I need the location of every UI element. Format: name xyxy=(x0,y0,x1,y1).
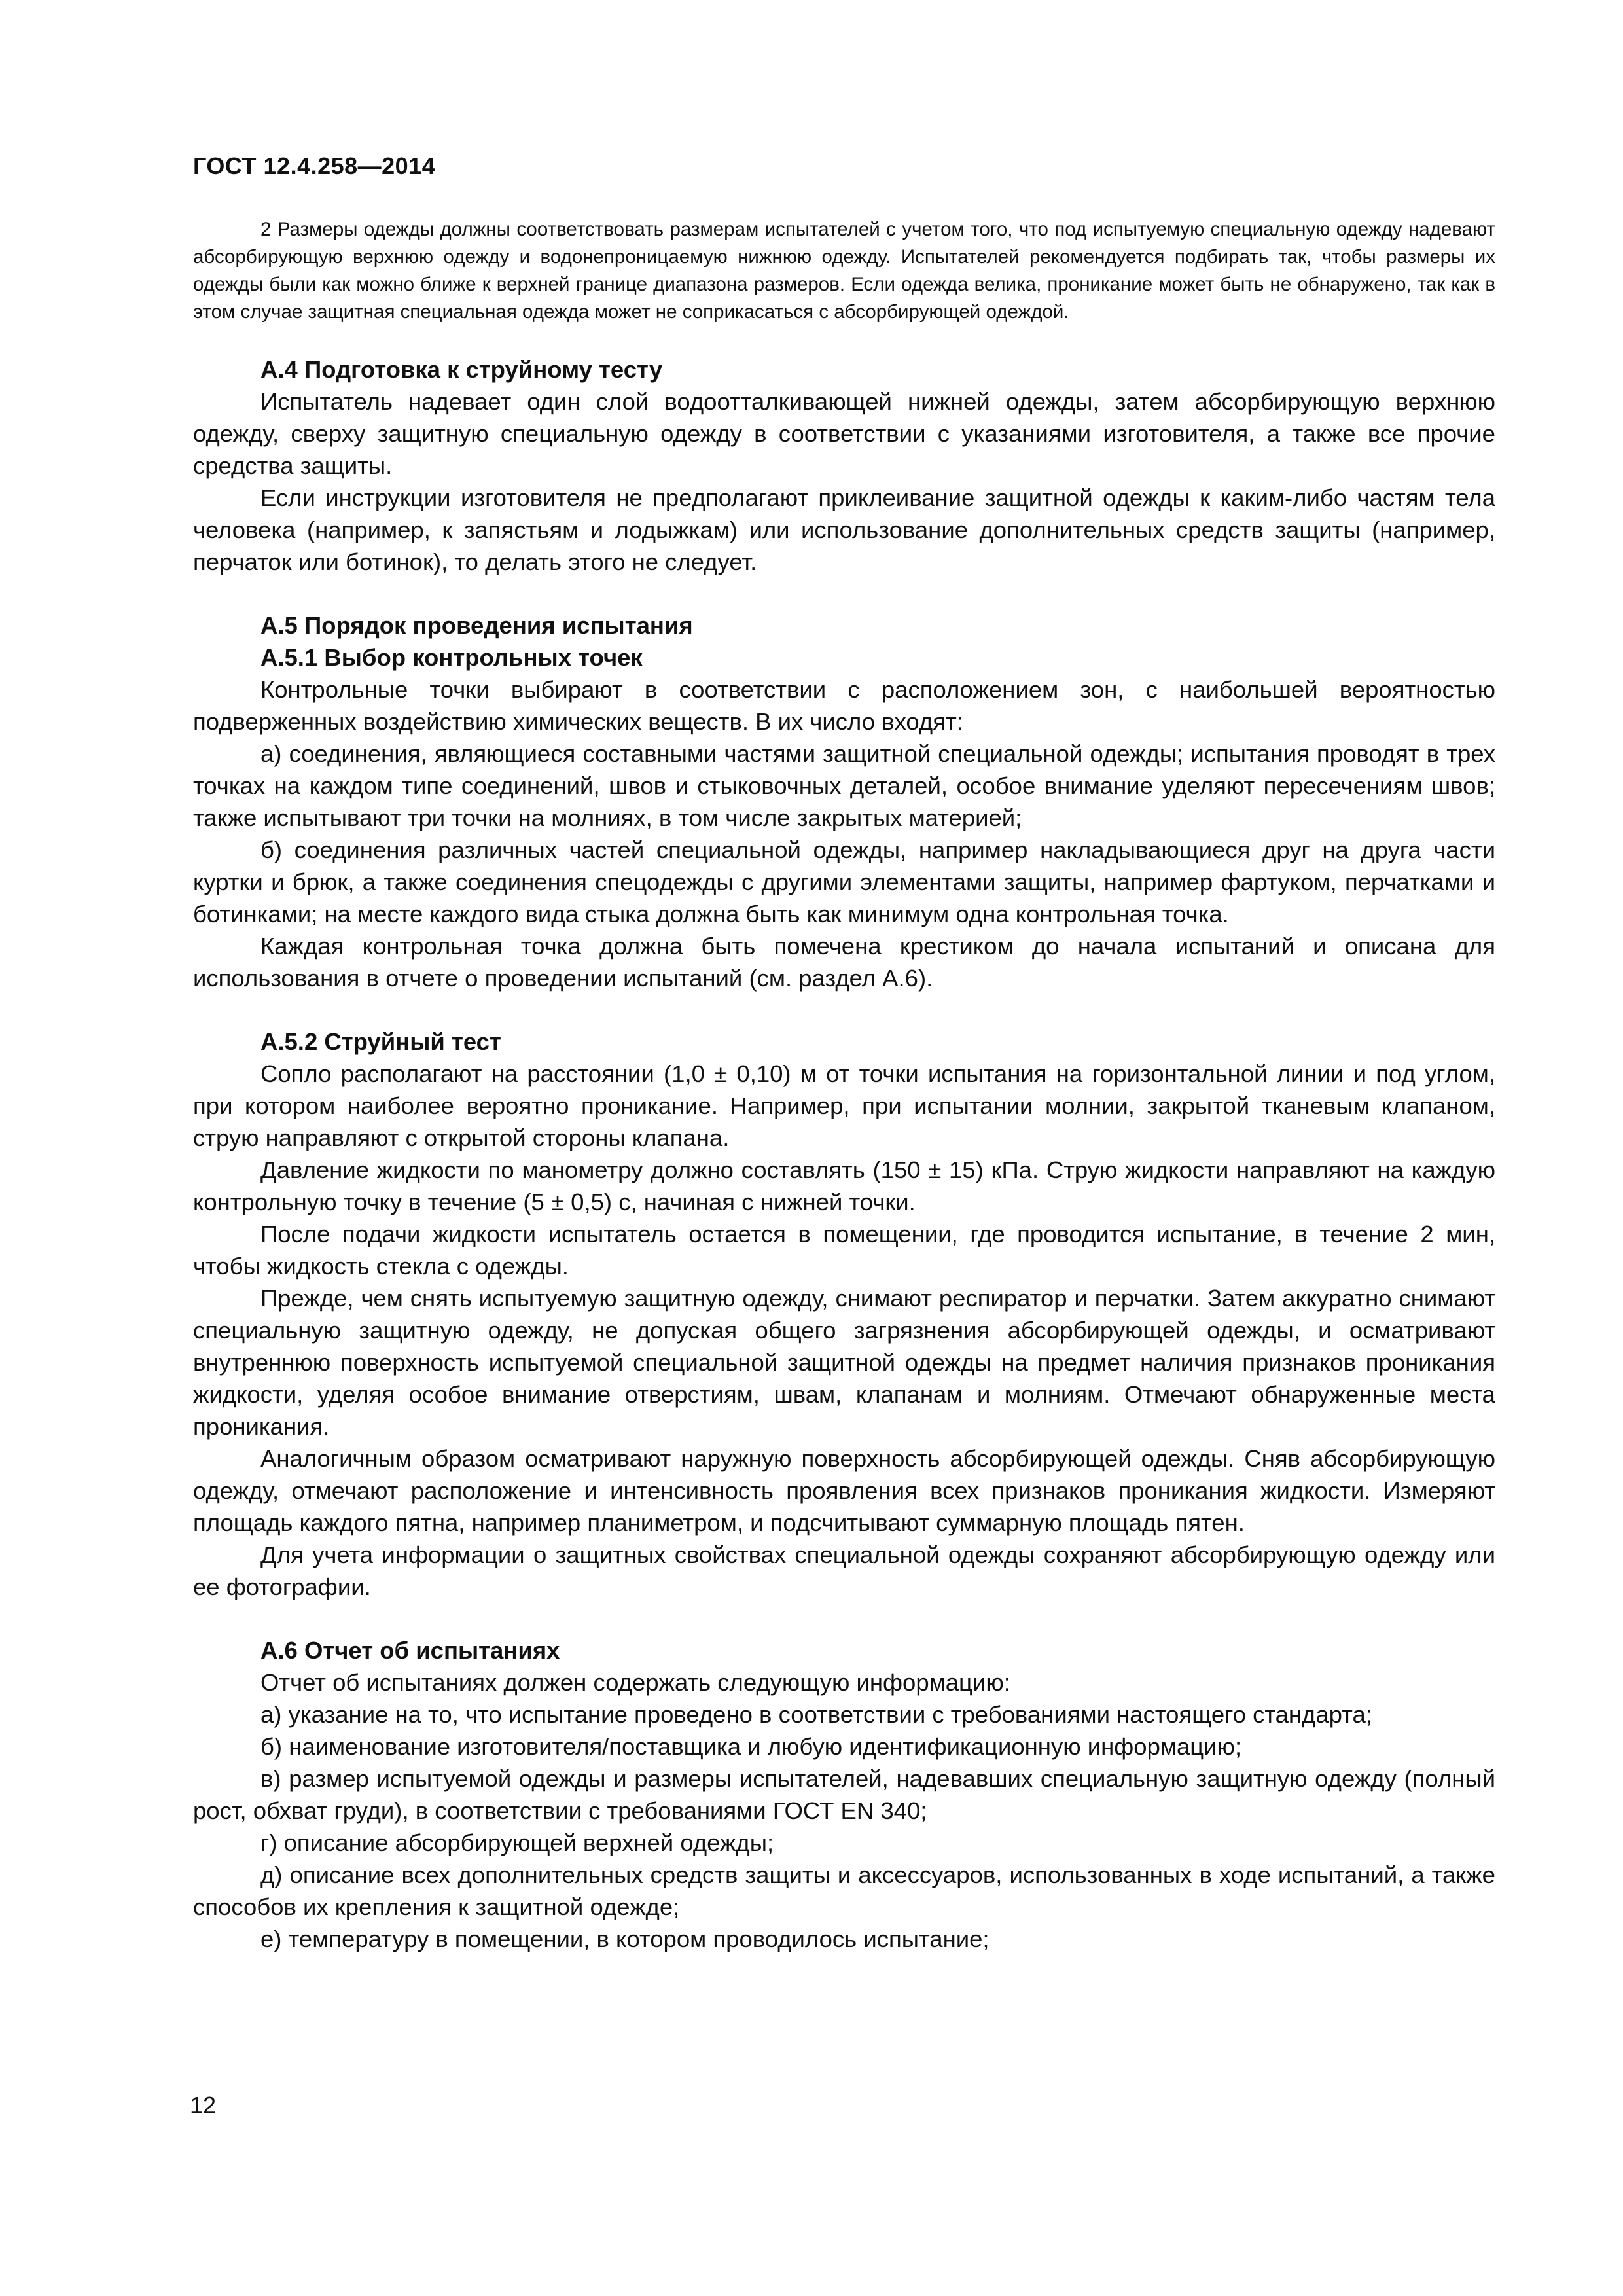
paragraph: Сопло располагают на расстоянии (1,0 ± 0,10) м от точки испытания на горизонтальной линии и под углом, при котором наиболее вероятно проникание. Например, при испытании молнии, закрытой тканевым клапаном, струю направляют с открытой стороны клапана. xyxy=(193,1060,1495,1151)
list-item-e: е) температуру в помещении, в котором проводилось испытание; xyxy=(260,1926,990,1952)
paragraph: Каждая контрольная точка должна быть помечена крестиком до начала испытаний и описана для использования в отчете о проведении испытаний (см. раздел А.6). xyxy=(193,933,1495,992)
section-a6 xyxy=(193,1634,1495,1955)
paragraph: Испытатель надевает один слой водоотталкивающей нижней одежды, затем абсорбирующую верхнюю одежду, сверху защитную специальную одежду в соответствии с указаниями изготовителя, а также все прочие средства защиты. xyxy=(193,388,1495,479)
paragraph: Контрольные точки выбирают в соответствии с расположением зон, с наибольшей вероятностью подверженных воздействию химических веществ. В их число входят: xyxy=(193,676,1495,735)
paragraph: Аналогичным образом осматривают наружную поверхность абсорбирующей одежды. Сняв абсорбирующую одежду, отмечают расположение и интенсивность проявления всех признаков проникания жидкости. Измеряют площадь каждого пятна, например планиметром, и подсчитывают суммарную площадь пятен. xyxy=(193,1445,1495,1536)
list-item-d: д) описание всех дополнительных средств защиты и аксессуаров, использованных в ходе испытаний, а также способов их крепления к защитной одежде; xyxy=(193,1861,1495,1920)
subsection-heading-a5-1: А.5.1 Выбор контрольных точек xyxy=(260,644,643,671)
section-heading-a6: А.6 Отчет об испытаниях xyxy=(260,1637,560,1664)
paragraph: Давление жидкости по манометру должно составлять (150 ± 15) кПа. Струю жидкости направляют на каждую контрольную точку в течение (5 ± 0,5) с, начиная с нижней точки. xyxy=(193,1157,1495,1215)
paragraph: Если инструкции изготовителя не предполагают приклеивание защитной одежды к каким-либо частям тела человека (например, к запястьям и лодыжкам) или использование дополнительных средств защиты (например, перчаток или ботинок), то делать этого не следует. xyxy=(193,484,1495,575)
section-heading-a4: А.4 Подготовка к струйному тесту xyxy=(260,356,663,383)
paragraph: Отчет об испытаниях должен содержать следующую информацию: xyxy=(260,1669,1010,1696)
page-content xyxy=(193,216,1495,1955)
section-a4 xyxy=(193,353,1495,578)
paragraph: После подачи жидкости испытатель остается в помещении, где проводится испытание, в течение 2 мин, чтобы жидкость стекла с одежды. xyxy=(193,1221,1495,1280)
list-item-g: г) описание абсорбирующей верхней одежды; xyxy=(260,1829,774,1856)
paragraph: Для учета информации о защитных свойствах специальной одежды сохраняют абсорбирующую одежду или ее фотографии. xyxy=(193,1541,1495,1600)
list-item-b: б) наименование изготовителя/поставщика и любую идентификационную информацию; xyxy=(260,1733,1242,1760)
note-paragraph: 2 Размеры одежды должны соответствовать размерам испытателей с учетом того, что под испытуемую специальную одежду надевают абсорбирующую верхнюю одежду и водонепроницаемую нижнюю одежду. Испытателей рекомендуется подбирать так, чтобы размеры их одежды были как можно ближе к верхней границе диапазона размеров. Если одежда велика, проникание может быть не обнаружено, так как в этом случае защитная специальная одежда может не соприкасаться с абсорбирующей одеждой. xyxy=(193,219,1495,323)
subsection-heading-a5-2: А.5.2 Струйный тест xyxy=(260,1028,501,1055)
paragraph: Прежде, чем снять испытуемую защитную одежду, снимают респиратор и перчатки. Затем аккуратно снимают специальную защитную одежду, не допуская общего загрязнения абсорбирующей одежды, и осматривают внутреннюю поверхность испытуемой специальной защитной одежды на предмет наличия признаков проникания жидкости, уделяя особое внимание отверстиям, швам, клапанам и молниям. Отмечают обнаруженные места проникания. xyxy=(193,1285,1495,1440)
page-number: 12 xyxy=(190,2092,217,2119)
list-item-a: а) соединения, являющиеся составными частями защитной специальной одежды; испытания проводят в трех точках на каждом типе соединений, швов и стыковочных деталей, особое внимание уделяют пересечениям швов; также испытывают три точки на молниях, в том числе закрытых материей; xyxy=(193,740,1495,831)
list-item-a: а) указание на то, что испытание проведено в соответствии с требованиями настоящего стандарта; xyxy=(260,1701,1372,1728)
standard-header: ГОСТ 12.4.258—2014 xyxy=(193,152,436,179)
list-item-v: в) размер испытуемой одежды и размеры испытателей, надевавших специальную защитную одежду (полный рост, обхват груди), в соответствии с требованиями ГОСТ EN 340; xyxy=(193,1765,1495,1824)
list-item-b: б) соединения различных частей специальной одежды, например накладывающиеся друг на друга части куртки и брюк, а также соединения спецодежды с другими элементами защиты, например фартуком, перчатками и ботинками; на месте каждого вида стыка должна быть как минимум одна контрольная точка. xyxy=(193,836,1495,927)
section-a5 xyxy=(193,609,1495,1603)
section-heading-a5: А.5 Порядок проведения испытания xyxy=(260,612,693,639)
